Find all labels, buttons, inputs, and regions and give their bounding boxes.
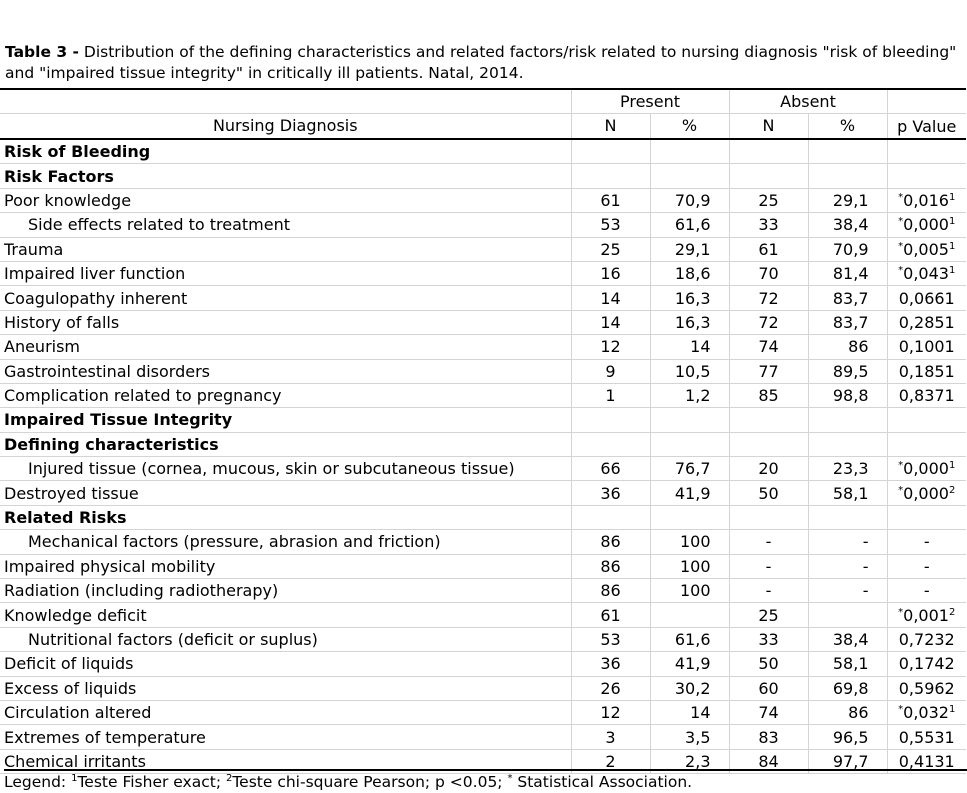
present-n: 36 [571, 481, 650, 505]
p-value-cell [887, 530, 966, 554]
present-n: 61 [571, 188, 650, 212]
significance-star: * [898, 265, 904, 277]
table-row [0, 286, 966, 310]
absent-n: 72 [729, 310, 808, 334]
table-row [0, 603, 966, 627]
significance-star: * [898, 704, 904, 716]
table-row [0, 554, 966, 578]
row-label: Gastrointestinal disorders [0, 359, 571, 383]
table-caption [5, 42, 965, 84]
absent-n: 72 [729, 286, 808, 310]
present-n: 36 [571, 652, 650, 676]
present-pct: 14 [650, 700, 729, 724]
absent-n: 33 [729, 213, 808, 237]
absent-pct [808, 505, 887, 529]
table-row [0, 237, 966, 261]
p-value-cell [887, 579, 966, 603]
absent-pct [808, 139, 887, 164]
row-label: Nutritional factors (deficit or suplus) [0, 627, 571, 651]
present-pct: 29,1 [650, 237, 729, 261]
present-n: 25 [571, 237, 650, 261]
header-spacer-p [887, 89, 966, 114]
p-value: 0,5962 [898, 678, 955, 698]
row-label: Impaired liver function [0, 261, 571, 285]
table-row [0, 700, 966, 724]
absent-pct: 29,1 [808, 188, 887, 212]
row-label: Extremes of temperature [0, 725, 571, 749]
significance-star: * [898, 240, 904, 252]
p-value: 0,043 [903, 264, 949, 284]
table-row [0, 164, 966, 188]
absent-n: 84 [729, 749, 808, 773]
present-n [571, 139, 650, 164]
absent-n: 20 [729, 457, 808, 481]
present-pct: 100 [650, 579, 729, 603]
test-footnote: 2 [948, 484, 956, 496]
absent-n: - [729, 530, 808, 554]
absent-n: 74 [729, 700, 808, 724]
absent-pct: 96,5 [808, 725, 887, 749]
absent-pct: 58,1 [808, 652, 887, 676]
legend-chi-square: Teste chi-square Pearson; p <0.05; [232, 773, 508, 791]
absent-n [729, 139, 808, 164]
p-value-cell [887, 261, 966, 285]
test-footnote: 1 [948, 265, 956, 277]
row-label: History of falls [0, 310, 571, 334]
p-value: 0,2851 [898, 312, 955, 332]
absent-n: 50 [729, 652, 808, 676]
present-n: 12 [571, 335, 650, 359]
p-value: 0,016 [903, 190, 949, 210]
absent-n: 85 [729, 383, 808, 407]
absent-pct: 86 [808, 335, 887, 359]
p-value-cell [887, 335, 966, 359]
absent-n: 50 [729, 481, 808, 505]
section-heading: Risk of Bleeding [0, 139, 571, 164]
present-pct [650, 408, 729, 432]
table-row [0, 652, 966, 676]
absent-n: 25 [729, 188, 808, 212]
absent-pct: 23,3 [808, 457, 887, 481]
present-n: 86 [571, 554, 650, 578]
p-value: 0,8371 [898, 386, 955, 406]
p-value-cell [887, 505, 966, 529]
absent-n [729, 408, 808, 432]
absent-pct: 86 [808, 700, 887, 724]
p-value-cell [887, 359, 966, 383]
absent-n: 74 [729, 335, 808, 359]
present-n: 53 [571, 627, 650, 651]
present-pct: 61,6 [650, 213, 729, 237]
present-pct: 1,2 [650, 383, 729, 407]
p-value-cell [887, 188, 966, 212]
present-n: 86 [571, 530, 650, 554]
p-value: 0,000 [903, 215, 949, 235]
absent-n: 25 [729, 603, 808, 627]
p-value: 0,5531 [898, 727, 955, 747]
row-label: Coagulopathy inherent [0, 286, 571, 310]
table-row [0, 359, 966, 383]
present-pct [650, 139, 729, 164]
p-value-cell [887, 164, 966, 188]
row-label: Chemical irritants [0, 749, 571, 773]
present-n [571, 164, 650, 188]
data-table [0, 88, 966, 774]
table-row [0, 261, 966, 285]
row-label: Complication related to pregnancy [0, 383, 571, 407]
present-pct: 18,6 [650, 261, 729, 285]
test-footnote: 1 [948, 704, 956, 716]
row-label: Aneurism [0, 335, 571, 359]
significance-star: * [898, 484, 904, 496]
present-pct: 70,9 [650, 188, 729, 212]
table-row [0, 627, 966, 651]
present-pct: 3,5 [650, 725, 729, 749]
table-row [0, 505, 966, 529]
present-n: 9 [571, 359, 650, 383]
p-value: 0,000 [903, 459, 949, 479]
absent-n: 83 [729, 725, 808, 749]
header-present: Present [571, 89, 729, 114]
present-pct: 100 [650, 530, 729, 554]
header-absent: Absent [729, 89, 887, 114]
absent-n: 77 [729, 359, 808, 383]
legend-association: Statistical Association. [512, 773, 693, 791]
test-footnote: 1 [948, 240, 956, 252]
present-pct [650, 432, 729, 456]
present-pct: 10,5 [650, 359, 729, 383]
absent-n: 70 [729, 261, 808, 285]
p-value: 0,4131 [898, 751, 955, 771]
table-row [0, 139, 966, 164]
present-n: 53 [571, 213, 650, 237]
p-value: 0,1851 [898, 361, 955, 381]
present-pct: 2,3 [650, 749, 729, 773]
absent-n [729, 432, 808, 456]
present-n: 86 [571, 579, 650, 603]
present-pct: 61,6 [650, 627, 729, 651]
p-value-cell [887, 383, 966, 407]
present-n [571, 408, 650, 432]
row-label: Destroyed tissue [0, 481, 571, 505]
row-label: Side effects related to treatment [0, 213, 571, 237]
header-present-pct: % [650, 114, 729, 140]
row-label: Excess of liquids [0, 676, 571, 700]
absent-n [729, 164, 808, 188]
present-n: 3 [571, 725, 650, 749]
header-absent-pct: % [808, 114, 887, 140]
row-label: Radiation (including radiotherapy) [0, 579, 571, 603]
section-heading: Related Risks [0, 505, 571, 529]
p-value-cell [887, 481, 966, 505]
p-value-cell [887, 408, 966, 432]
absent-pct: 83,7 [808, 286, 887, 310]
present-n: 1 [571, 383, 650, 407]
present-pct: 16,3 [650, 286, 729, 310]
test-footnote: 1 [948, 216, 956, 228]
row-label: Impaired physical mobility [0, 554, 571, 578]
table-row [0, 481, 966, 505]
present-n: 16 [571, 261, 650, 285]
table-row [0, 310, 966, 334]
section-heading: Risk Factors [0, 164, 571, 188]
present-n: 14 [571, 286, 650, 310]
table-row [0, 213, 966, 237]
absent-pct: 38,4 [808, 627, 887, 651]
p-value-cell [887, 432, 966, 456]
header-nursing-diagnosis: Nursing Diagnosis [0, 114, 571, 140]
absent-pct: 70,9 [808, 237, 887, 261]
absent-pct: - [808, 554, 887, 578]
test-footnote: 1 [948, 460, 956, 472]
header-p-value: p Value [887, 114, 966, 140]
present-n: 2 [571, 749, 650, 773]
table-row [0, 383, 966, 407]
p-value-cell [887, 725, 966, 749]
header-spacer [0, 89, 571, 114]
row-label: Poor knowledge [0, 188, 571, 212]
p-value-cell [887, 554, 966, 578]
present-pct: 14 [650, 335, 729, 359]
section-heading: Defining characteristics [0, 432, 571, 456]
p-value-cell [887, 237, 966, 261]
present-pct: 100 [650, 554, 729, 578]
row-label: Injured tissue (cornea, mucous, skin or subcutaneous tissue) [0, 457, 571, 481]
table-legend [4, 769, 967, 791]
absent-pct: 97,7 [808, 749, 887, 773]
present-pct [650, 164, 729, 188]
table-row [0, 676, 966, 700]
absent-pct: 89,5 [808, 359, 887, 383]
present-pct: 30,2 [650, 676, 729, 700]
present-pct: 76,7 [650, 457, 729, 481]
present-n: 26 [571, 676, 650, 700]
absent-pct: 38,4 [808, 213, 887, 237]
test-footnote: 2 [948, 606, 956, 618]
table-row [0, 725, 966, 749]
legend-fisher: Teste Fisher exact; [77, 773, 226, 791]
absent-pct: 83,7 [808, 310, 887, 334]
significance-star: * [898, 606, 904, 618]
absent-n: 33 [729, 627, 808, 651]
absent-pct: - [808, 579, 887, 603]
p-value-cell [887, 213, 966, 237]
significance-star: * [898, 460, 904, 472]
legend-sup1: 1 [71, 773, 78, 784]
p-value: 0,1001 [898, 337, 955, 357]
p-value: - [923, 532, 930, 552]
absent-n: 60 [729, 676, 808, 700]
present-n: 66 [571, 457, 650, 481]
absent-pct: 58,1 [808, 481, 887, 505]
absent-pct: 69,8 [808, 676, 887, 700]
test-footnote: 1 [948, 191, 956, 203]
table-row [0, 188, 966, 212]
present-pct: 41,9 [650, 481, 729, 505]
p-value: 0,032 [903, 703, 949, 723]
present-n [571, 432, 650, 456]
p-value: - [923, 581, 930, 601]
p-value-cell [887, 627, 966, 651]
p-value: 0,001 [903, 605, 949, 625]
absent-pct: - [808, 530, 887, 554]
present-n: 61 [571, 603, 650, 627]
p-value-cell [887, 310, 966, 334]
p-value-cell [887, 457, 966, 481]
p-value-cell [887, 139, 966, 164]
p-value: 0,000 [903, 483, 949, 503]
legend-prefix: Legend: [4, 773, 72, 791]
header-absent-n: N [729, 114, 808, 140]
table-body [0, 139, 966, 774]
table-row [0, 432, 966, 456]
p-value-cell [887, 286, 966, 310]
p-value: 0,1742 [898, 654, 955, 674]
table-row [0, 408, 966, 432]
p-value-cell [887, 700, 966, 724]
row-label: Deficit of liquids [0, 652, 571, 676]
significance-star: * [898, 191, 904, 203]
row-label: Knowledge deficit [0, 603, 571, 627]
p-value: 0,7232 [898, 630, 955, 649]
absent-n: - [729, 579, 808, 603]
caption-text: Distribution of the defining characteristics and related factors/risk related to nursing diagnosis "risk of bleeding" and "impaired tissue integrity" in critically ill patients. Natal, 2014. [5, 43, 957, 82]
p-value-cell [887, 652, 966, 676]
p-value: 0,0661 [898, 288, 955, 308]
p-value-cell [887, 676, 966, 700]
row-label: Mechanical factors (pressure, abrasion and friction) [0, 530, 571, 554]
table-row [0, 579, 966, 603]
p-value: 0,005 [903, 239, 949, 259]
table-row [0, 335, 966, 359]
present-n: 12 [571, 700, 650, 724]
caption-label: Table 3 - [5, 43, 79, 61]
absent-pct [808, 164, 887, 188]
absent-pct [808, 432, 887, 456]
present-pct [650, 505, 729, 529]
absent-n [729, 505, 808, 529]
present-n: 14 [571, 310, 650, 334]
p-value: - [923, 556, 930, 576]
header-present-n: N [571, 114, 650, 140]
absent-pct [808, 603, 887, 627]
absent-pct: 81,4 [808, 261, 887, 285]
legend-star: * [507, 773, 513, 784]
table-row [0, 457, 966, 481]
absent-pct [808, 408, 887, 432]
absent-pct: 98,8 [808, 383, 887, 407]
p-value-cell [887, 603, 966, 627]
present-n [571, 505, 650, 529]
row-label: Trauma [0, 237, 571, 261]
significance-star: * [898, 216, 904, 228]
row-label: Circulation altered [0, 700, 571, 724]
absent-n: - [729, 554, 808, 578]
present-pct [650, 603, 729, 627]
present-pct: 41,9 [650, 652, 729, 676]
present-pct: 16,3 [650, 310, 729, 334]
section-heading: Impaired Tissue Integrity [0, 408, 571, 432]
legend-sup2: 2 [225, 773, 233, 784]
absent-n: 61 [729, 237, 808, 261]
table-row [0, 530, 966, 554]
